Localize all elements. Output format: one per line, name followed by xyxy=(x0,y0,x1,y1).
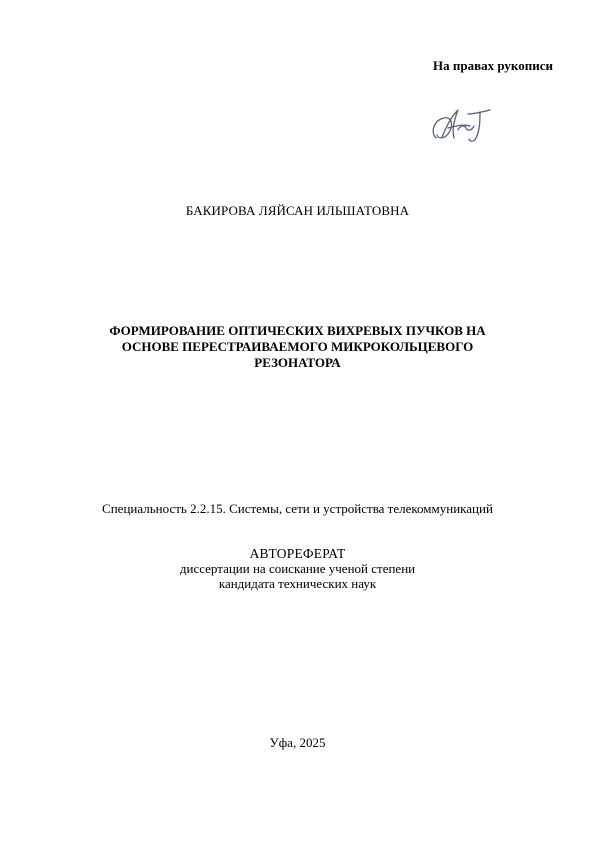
abstract-degree-line: кандидата технических наук xyxy=(218,576,377,591)
title-line: ФОРМИРОВАНИЕ ОПТИЧЕСКИХ ВИХРЕВЫХ ПУЧКОВ НА xyxy=(109,323,486,338)
rights-note: На правах рукописи xyxy=(433,58,553,73)
abstract-degree-line: диссертации на соискание ученой степени xyxy=(179,561,416,576)
dissertation-title xyxy=(0,323,595,371)
abstract-block xyxy=(0,546,595,591)
signature-image xyxy=(428,104,496,146)
abstract-label: АВТОРЕФЕРАТ xyxy=(249,546,346,561)
place-year: Уфа, 2025 xyxy=(269,735,326,750)
title-line: ОСНОВЕ ПЕРЕСТРАИВАЕМОГО МИКРОКОЛЬЦЕВОГО xyxy=(121,339,474,354)
author-name: БАКИРОВА ЛЯЙСАН ИЛЬШАТОВНА xyxy=(185,203,410,218)
specialty-line: Специальность 2.2.15. Системы, сети и устройства телекоммуникаций xyxy=(102,501,493,516)
title-line: РЕЗОНАТОРА xyxy=(254,355,341,370)
